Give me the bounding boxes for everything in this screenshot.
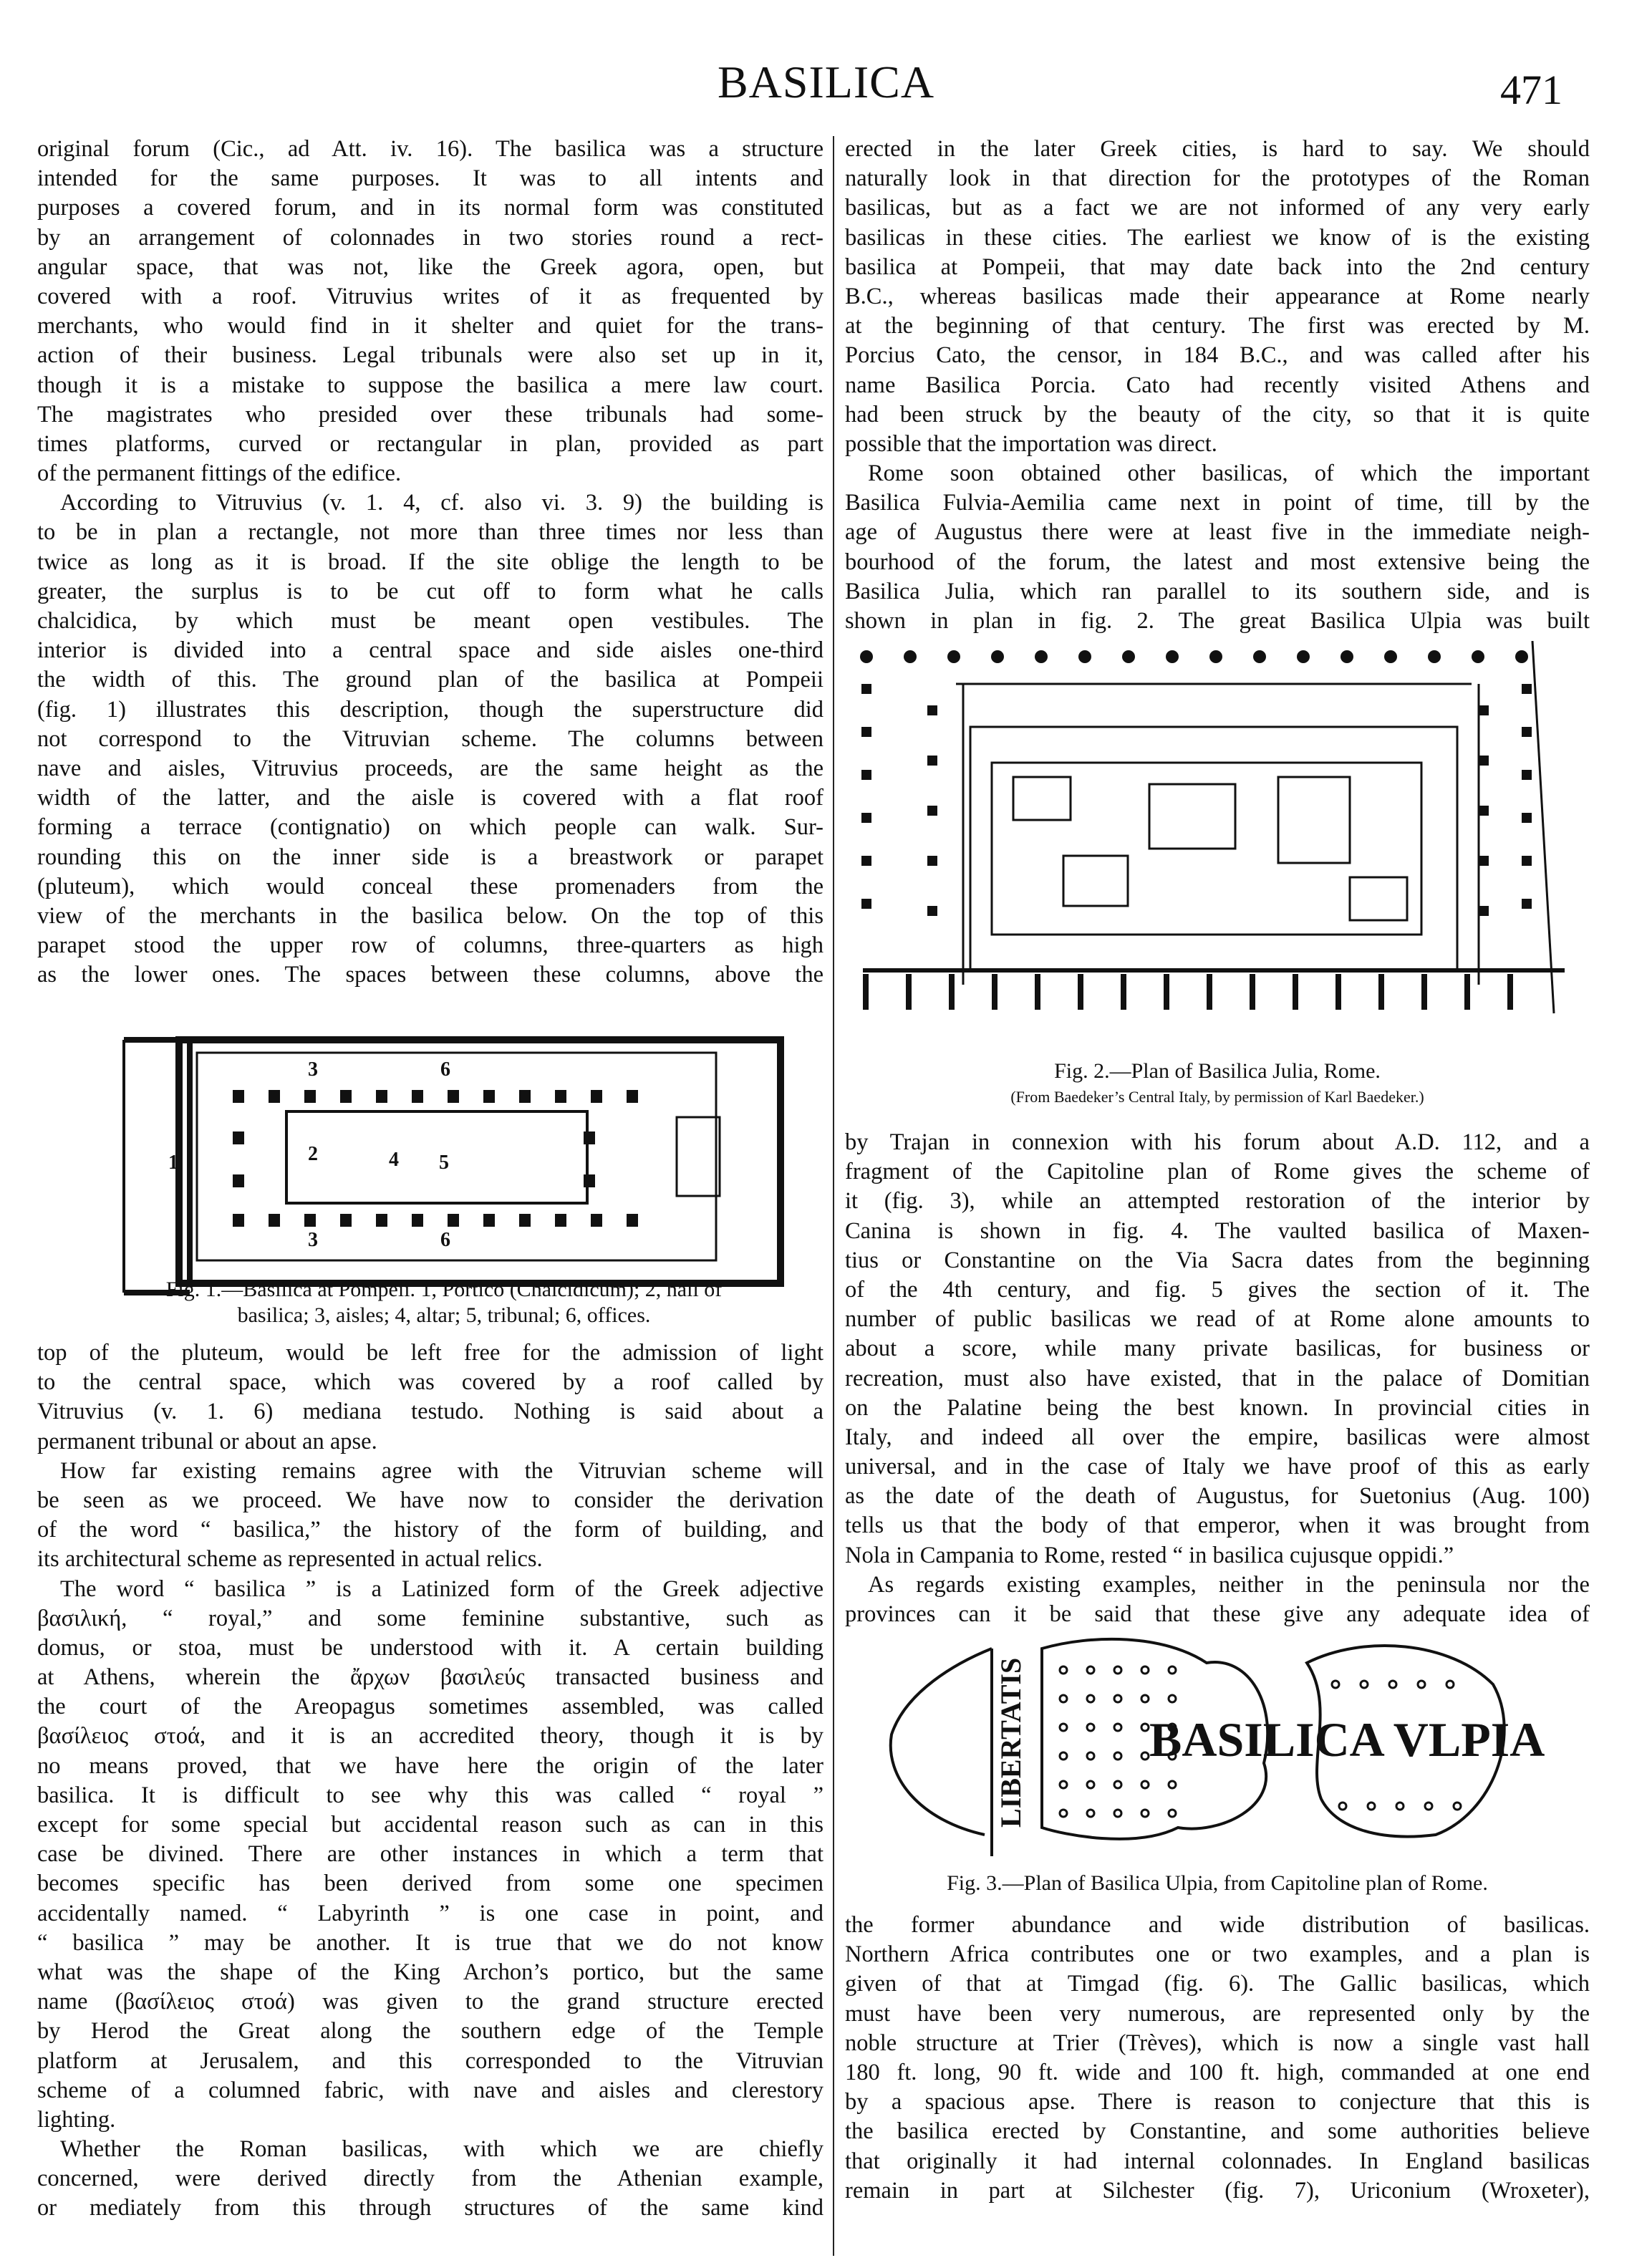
fig2-column: [904, 650, 917, 663]
fig3-column: [1114, 1666, 1121, 1674]
text-line: basilicas in these cities. The earliest we know of is the existing: [845, 224, 1590, 251]
text-line: case be divined. There are other instances in which a term that: [37, 1841, 823, 1868]
fig3-column: [1114, 1752, 1121, 1760]
fig3-inscription: BASILICA VLPIA: [1149, 1712, 1545, 1767]
fig2-column: [863, 974, 869, 1010]
text-line: interior is divided into a central space and side aisles one-third: [37, 637, 823, 664]
text-line: name (βασίλειος στοά) was given to the grand structure erected: [37, 1989, 823, 2015]
fig2-caption-title: Fig. 2.—Plan of Basilica Julia, Rome.: [1054, 1059, 1381, 1083]
fig1-column: [555, 1090, 566, 1103]
text-line: original forum (Cic., ad Att. iv. 16). The basilica was a structure: [37, 136, 823, 162]
fig2-column: [860, 650, 873, 663]
fig1-column: [269, 1214, 280, 1227]
fig2-column: [1479, 756, 1489, 766]
fig3-column: [1060, 1724, 1067, 1731]
text-line: B.C., whereas basilicas made their appearance at Rome nearly: [845, 283, 1590, 309]
fig3-column: [1087, 1695, 1094, 1702]
fig2-credit: (From Baedeker’s Central Italy, by permission of Karl Baedeker.): [1010, 1088, 1424, 1106]
text-line: provinces can it be said that these give any adequate idea of: [845, 1601, 1590, 1627]
fig3-column: [1087, 1666, 1094, 1674]
fig1-column: [448, 1090, 459, 1103]
text-line: (pluteum), which would conceal these promenaders from the: [37, 873, 823, 899]
fig2-column: [1472, 650, 1484, 663]
fig3-column: [1446, 1681, 1454, 1688]
text-line: covered with a roof. Vitruvius writes of it as frequented by: [37, 283, 823, 309]
text-line: How far existing remains agree with the Vitruvian scheme will: [60, 1457, 823, 1484]
fig3-column: [1332, 1681, 1339, 1688]
fig3-column: [1087, 1781, 1094, 1788]
fig3-basilica-ulpia-plan: [877, 1620, 1565, 1863]
fig1-column: [519, 1214, 531, 1227]
fig3-column: [1060, 1695, 1067, 1702]
text-line: 180 ft. long, 90 ft. wide and 100 ft. high, commanded at one end: [845, 2059, 1590, 2085]
fig2-column: [1209, 650, 1222, 663]
text-line: Whether the Roman basilicas, with which we are chiefly: [60, 2136, 823, 2163]
right-column-bottom: [845, 1909, 1590, 2204]
fig1-label: 5: [439, 1152, 449, 1174]
text-line: to be in plan a rectangle, not more than three times nor less than: [37, 519, 823, 546]
fig1-column: [304, 1090, 316, 1103]
fig2-column: [1250, 974, 1255, 1010]
fig1-column: [376, 1090, 387, 1103]
text-line: as the date of the death of Augustus, for Suetonius (Aug. 100): [845, 1483, 1590, 1510]
text-line: parapet stood the upper row of columns, three-quarters as high: [37, 932, 823, 959]
text-line: possible that the importation was direct.: [845, 430, 1217, 457]
text-line: βασιλική, “ royal,” and some feminine substantive, such as: [37, 1605, 823, 1631]
text-line: According to Vitruvius (v. 1. 4, cf. also vi. 3. 9) the building is: [60, 490, 823, 516]
text-line: by an arrangement of colonnades in two stories round a rect-: [37, 224, 823, 251]
fig2-column: [1378, 974, 1384, 1010]
fig3-column: [1087, 1752, 1094, 1760]
fig2-column: [927, 856, 937, 866]
fig1-column: [233, 1214, 244, 1227]
fig3-column: [1114, 1810, 1121, 1817]
fig2-column: [947, 650, 960, 663]
fig2-column: [1078, 650, 1091, 663]
text-line: accidentally named. “ Labyrinth ” is one case in point, and: [37, 1900, 823, 1926]
text-line: of the permanent fittings of the edifice.: [37, 460, 402, 487]
fig3-column: [1425, 1803, 1432, 1810]
fig2-column: [861, 684, 871, 694]
page-number: 471: [1500, 67, 1562, 113]
text-line: the former abundance and wide distribution of basilicas.: [845, 1912, 1590, 1938]
text-line: except for some special but accidental reason such as can in this: [37, 1812, 823, 1838]
fig1-caption-line: basilica; 3, aisles; 4, altar; 5, tribunal; 6, offices.: [237, 1303, 651, 1327]
fig2-column: [1479, 806, 1489, 816]
text-line: width of the latter, and the aisle is covered with a flat roof: [37, 785, 823, 811]
text-line: on the Palatine being the best known. In provincial cities in: [845, 1394, 1590, 1421]
fig3-column: [1114, 1695, 1121, 1702]
text-line: scheme of a columned fabric, with nave and aisles and clerestory: [37, 2077, 823, 2103]
text-line: naturally look in that direction for the prototypes of the Roman: [845, 165, 1590, 192]
fig3-column: [1114, 1781, 1121, 1788]
text-line: though it is a mistake to suppose the basilica a mere law court.: [37, 372, 823, 398]
fig3-column: [1418, 1681, 1425, 1688]
text-line: by a spacious apse. There is reason to conjecture that this is: [845, 2089, 1590, 2115]
fig2-column: [1479, 906, 1489, 916]
text-line: Nola in Campania to Rome, rested “ in basilica cujusque oppidi.”: [845, 1542, 1454, 1568]
text-line: forming a terrace (contignatio) on which people can walk. Sur-: [37, 814, 823, 841]
fig2-column: [1522, 727, 1532, 737]
text-line: angular space, that was not, like the Greek agora, open, but: [37, 254, 823, 280]
text-line: remain in part at Silchester (fig. 7), Uriconium (Wroxeter),: [845, 2177, 1590, 2204]
fig3-column: [1087, 1724, 1094, 1731]
fig2-column: [1035, 974, 1040, 1010]
text-line: the basilica erected by Constantine, and some authorities believe: [845, 2118, 1590, 2145]
fig3-caption: Fig. 3.—Plan of Basilica Ulpia, from Capitoline plan of Rome.: [947, 1871, 1488, 1895]
text-line: not correspond to the Vitruvian scheme. The columns between: [37, 725, 823, 752]
text-line: As regards existing examples, neither in the peninsula nor the: [868, 1571, 1590, 1598]
fig3-inscription-side: LIBERTATIS: [995, 1657, 1027, 1828]
text-line: domus, or stoa, must be understood with it. A certain building: [37, 1634, 823, 1661]
fig2-column: [1507, 974, 1513, 1010]
fig2-column: [1522, 856, 1532, 866]
text-line: its architectural scheme as represented in actual relics.: [37, 1546, 543, 1573]
fig3-column: [1087, 1810, 1094, 1817]
fig1-column: [376, 1214, 387, 1227]
fig3-column: [1361, 1681, 1368, 1688]
fig2-column: [1293, 974, 1298, 1010]
text-line: “ basilica ” may be another. It is true that we do not know: [37, 1929, 823, 1956]
fig2-column: [949, 974, 955, 1010]
text-line: tius or Constantine on the Via Sacra dates from the beginning: [845, 1247, 1590, 1273]
fig3-column: [1060, 1752, 1067, 1760]
text-line: name Basilica Porcia. Cato had recently visited Athens and: [845, 372, 1590, 398]
text-line: must have been very numerous, are represented only by the: [845, 2000, 1590, 2027]
text-line: that originally it had internal colonnades. In England basilicas: [845, 2148, 1590, 2174]
text-line: by Trajan in connexion with his forum about A.D. 112, and a: [845, 1129, 1590, 1155]
text-line: (fig. 1) illustrates this description, though the superstructure did: [37, 696, 823, 723]
fig3-column: [1454, 1803, 1461, 1810]
text-line: chalcidica, by which must be meant open vestibules. The: [37, 608, 823, 634]
text-line: universal, and in the case of Italy we have proof of this as early: [845, 1454, 1590, 1480]
fig3-column: [1141, 1781, 1149, 1788]
fig3-column: [1396, 1803, 1404, 1810]
fig3-column: [1141, 1810, 1149, 1817]
text-line: no means proved, that we have here the origin of the later: [37, 1752, 823, 1779]
fig1-column: [340, 1214, 352, 1227]
fig2-column: [992, 974, 998, 1010]
left-column-top: [37, 135, 823, 990]
fig1-column: [591, 1214, 602, 1227]
fig2-column: [1297, 650, 1310, 663]
text-line: twice as long as it is broad. If the site oblige the length to be: [37, 549, 823, 575]
fig2-column: [1121, 974, 1126, 1010]
fig1-column: [304, 1214, 316, 1227]
text-line: times platforms, curved or rectangular in plan, provided as part: [37, 430, 823, 457]
fig2-column: [1479, 856, 1489, 866]
fig1-pompeii-plan: [118, 1010, 784, 1296]
fig1-column: [519, 1090, 531, 1103]
fig1-column: [412, 1090, 423, 1103]
fig1-column: [483, 1090, 495, 1103]
text-line: action of their business. Legal tribunals were also set up in it,: [37, 342, 823, 369]
text-line: had been struck by the beauty of the city, so that it is quite: [845, 401, 1590, 428]
text-line: what was the shape of the King Archon’s portico, but the same: [37, 1959, 823, 1985]
fig3-column: [1141, 1724, 1149, 1731]
fig3-column: [1169, 1666, 1176, 1674]
fig1-label: 1: [168, 1152, 178, 1174]
fig1-label: 3: [308, 1229, 318, 1251]
text-line: be seen as we proceed. We have now to consider the derivation: [37, 1487, 823, 1513]
left-column-bottom: [37, 1338, 823, 2223]
fig3-column: [1389, 1681, 1396, 1688]
text-line: Rome soon obtained other basilicas, of which the important: [868, 460, 1590, 487]
fig2-column: [1341, 650, 1353, 663]
fig1-column: [233, 1174, 244, 1187]
fig2-column: [1078, 974, 1083, 1010]
fig2-column: [1122, 650, 1135, 663]
text-line: Canina is shown in fig. 4. The vaulted basilica of Maxen-: [845, 1217, 1590, 1244]
fig2-column: [1522, 684, 1532, 694]
fig1-column: [233, 1131, 244, 1144]
fig2-column: [1479, 705, 1489, 715]
text-line: The magistrates who presided over these tribunals had some-: [37, 401, 823, 428]
text-line: at Athens, wherein the ἄρχων βασιλεύς transacted business and: [37, 1664, 823, 1691]
fig2-column: [861, 770, 871, 780]
text-line: nave and aisles, Vitruvius proceeds, are the same height as the: [37, 755, 823, 781]
fig2-column: [1421, 974, 1427, 1010]
fig2-column: [906, 974, 912, 1010]
text-line: Italy, and indeed all over the empire, basilicas were almost: [845, 1424, 1590, 1450]
text-line: recreation, must also have existed, that in the palace of Domitian: [845, 1365, 1590, 1391]
text-line: greater, the surplus is to be cut off to form what he calls: [37, 578, 823, 604]
fig2-column: [861, 899, 871, 909]
text-line: intended for the same purposes. It was to all intents and: [37, 165, 823, 192]
fig1-column: [591, 1090, 602, 1103]
fig1-caption: [64, 1277, 823, 1328]
fig1-column: [627, 1214, 638, 1227]
fig2-column: [1166, 650, 1179, 663]
text-line: the width of this. The ground plan of the basilica at Pompeii: [37, 667, 823, 693]
fig1-column: [340, 1090, 352, 1103]
fig3-column: [1339, 1803, 1346, 1810]
text-line: Porcius Cato, the censor, in 184 B.C., and was called after his: [845, 342, 1590, 369]
text-line: about a score, while many private basilicas, for business or: [845, 1336, 1590, 1362]
text-line: erected in the later Greek cities, is hard to say. We should: [845, 136, 1590, 162]
fig2-column: [927, 806, 937, 816]
text-line: it (fig. 3), while an attempted restoration of the interior by: [845, 1188, 1590, 1215]
text-line: basilica. It is difficult to see why this was called “ royal ”: [37, 1782, 823, 1808]
text-line: age of Augustus there were at least five in the immediate neigh-: [845, 519, 1590, 546]
text-line: Basilica Fulvia-Aemilia came next in point of time, till by the: [845, 490, 1590, 516]
text-line: fragment of the Capitoline plan of Rome gives the scheme of: [845, 1159, 1590, 1185]
fig1-label: 4: [389, 1149, 399, 1171]
fig3-column: [1169, 1810, 1176, 1817]
text-line: at the beginning of that century. The first was erected by M.: [845, 313, 1590, 339]
fig2-column: [861, 813, 871, 823]
fig1-column: [233, 1090, 244, 1103]
text-line: Basilica Julia, which ran parallel to its southern side, and is: [845, 578, 1590, 604]
column-divider: [833, 136, 834, 2256]
fig2-column: [861, 727, 871, 737]
fig1-label: 6: [440, 1058, 450, 1081]
fig2-column: [1522, 770, 1532, 780]
fig3-column: [1060, 1810, 1067, 1817]
fig2-column: [927, 705, 937, 715]
text-line: purposes a covered forum, and in its normal form was constituted: [37, 195, 823, 221]
fig2-caption: [845, 1058, 1590, 1110]
fig2-column: [927, 756, 937, 766]
fig2-column: [1428, 650, 1441, 663]
page-title: BASILICA: [717, 57, 935, 107]
text-line: basilica at Pompeii, that may date back into the 2nd century: [845, 254, 1590, 280]
text-line: of the 4th century, and fig. 5 gives the section of it. The: [845, 1276, 1590, 1303]
text-line: merchants, who would find in it shelter and quiet for the trans-: [37, 313, 823, 339]
fig2-column: [1253, 650, 1266, 663]
fig1-column: [412, 1214, 423, 1227]
fig2-column: [991, 650, 1004, 663]
fig3-column: [1141, 1752, 1149, 1760]
text-line: number of public basilicas we read of at Rome alone amounts to: [845, 1306, 1590, 1333]
text-line: βασίλειος στοά, and it is an accredited theory, though it is by: [37, 1723, 823, 1750]
fig2-column: [1164, 974, 1169, 1010]
fig3-column: [1060, 1666, 1067, 1674]
text-line: platform at Jerusalem, and this corresponded to the Vitruvian: [37, 2047, 823, 2074]
fig3-column: [1114, 1724, 1121, 1731]
fig2-column: [1035, 650, 1048, 663]
text-line: by Herod the Great along the southern edge of the Temple: [37, 2018, 823, 2045]
fig1-caption-line: Fig. 1.—Basilica at Pompeii. 1, Portico (Chalcidicum); 2, hall of: [165, 1278, 723, 1301]
fig2-basilica-julia-plan: [849, 641, 1590, 1056]
fig1-label: 3: [308, 1058, 318, 1081]
text-line: Northern Africa contributes one or two examples, and a plan is: [845, 1941, 1590, 1968]
fig2-column: [1384, 650, 1397, 663]
text-line: noble structure at Trier (Trèves), which is now a single vast hall: [845, 2030, 1590, 2056]
text-line: becomes specific has been derived from some one specimen: [37, 1871, 823, 1897]
text-line: shown in plan in fig. 2. The great Basilica Ulpia was built: [845, 608, 1590, 634]
text-line: basilicas, but as a fact we are not informed of any very early: [845, 195, 1590, 221]
fig1-column: [627, 1090, 638, 1103]
text-line: lighting.: [37, 2106, 116, 2133]
fig1-column: [483, 1214, 495, 1227]
right-column-middle: [845, 1128, 1590, 1629]
fig2-column: [1522, 813, 1532, 823]
text-line: Vitruvius (v. 1. 6) mediana testudo. Nothing is said about a: [37, 1399, 823, 1425]
text-line: given of that at Timgad (fig. 6). The Gallic basilicas, which: [845, 1971, 1590, 1997]
fig2-column: [1207, 974, 1212, 1010]
fig1-column: [269, 1090, 280, 1103]
fig2-column: [861, 856, 871, 866]
text-line: rounding this on the inner side is a breastwork or parapet: [37, 844, 823, 870]
fig1-column: [584, 1131, 595, 1144]
fig3-column: [1368, 1803, 1375, 1810]
text-line: or mediately from this through structures of the same kind: [37, 2195, 823, 2221]
text-line: concerned, were derived directly from the Athenian example,: [37, 2166, 823, 2192]
fig1-label: 2: [308, 1143, 318, 1165]
right-column-top: [845, 135, 1590, 636]
fig2-column: [1515, 650, 1528, 663]
fig3-column: [1141, 1695, 1149, 1702]
text-line: The word “ basilica ” is a Latinized form of the Greek adjective: [60, 1575, 823, 1602]
fig1-label: 6: [440, 1229, 450, 1251]
text-line: tells us that the body of that emperor, when it was brought from: [845, 1512, 1590, 1539]
text-line: of the word “ basilica,” the history of the form of building, and: [37, 1517, 823, 1543]
fig2-column: [1335, 974, 1341, 1010]
text-line: the court of the Areopagus sometimes assembled, was called: [37, 1694, 823, 1720]
fig3-column: [1169, 1781, 1176, 1788]
fig2-column: [927, 906, 937, 916]
text-line: view of the merchants in the basilica below. On the top of this: [37, 902, 823, 929]
text-line: to the central space, which was covered by a roof called by: [37, 1369, 823, 1396]
fig3-column: [1169, 1695, 1176, 1702]
text-line: as the lower ones. The spaces between these columns, above the: [37, 962, 823, 988]
text-line: bourhood of the forum, the latest and most extensive being the: [845, 549, 1590, 575]
text-line: top of the pluteum, would be left free for the admission of light: [37, 1340, 823, 1366]
text-line: permanent tribunal or about an apse.: [37, 1428, 377, 1454]
fig2-column: [1522, 899, 1532, 909]
fig1-column: [555, 1214, 566, 1227]
fig3-column: [1060, 1781, 1067, 1788]
fig1-column: [448, 1214, 459, 1227]
fig1-column: [584, 1174, 595, 1187]
fig3-column: [1141, 1666, 1149, 1674]
fig2-column: [1464, 974, 1470, 1010]
